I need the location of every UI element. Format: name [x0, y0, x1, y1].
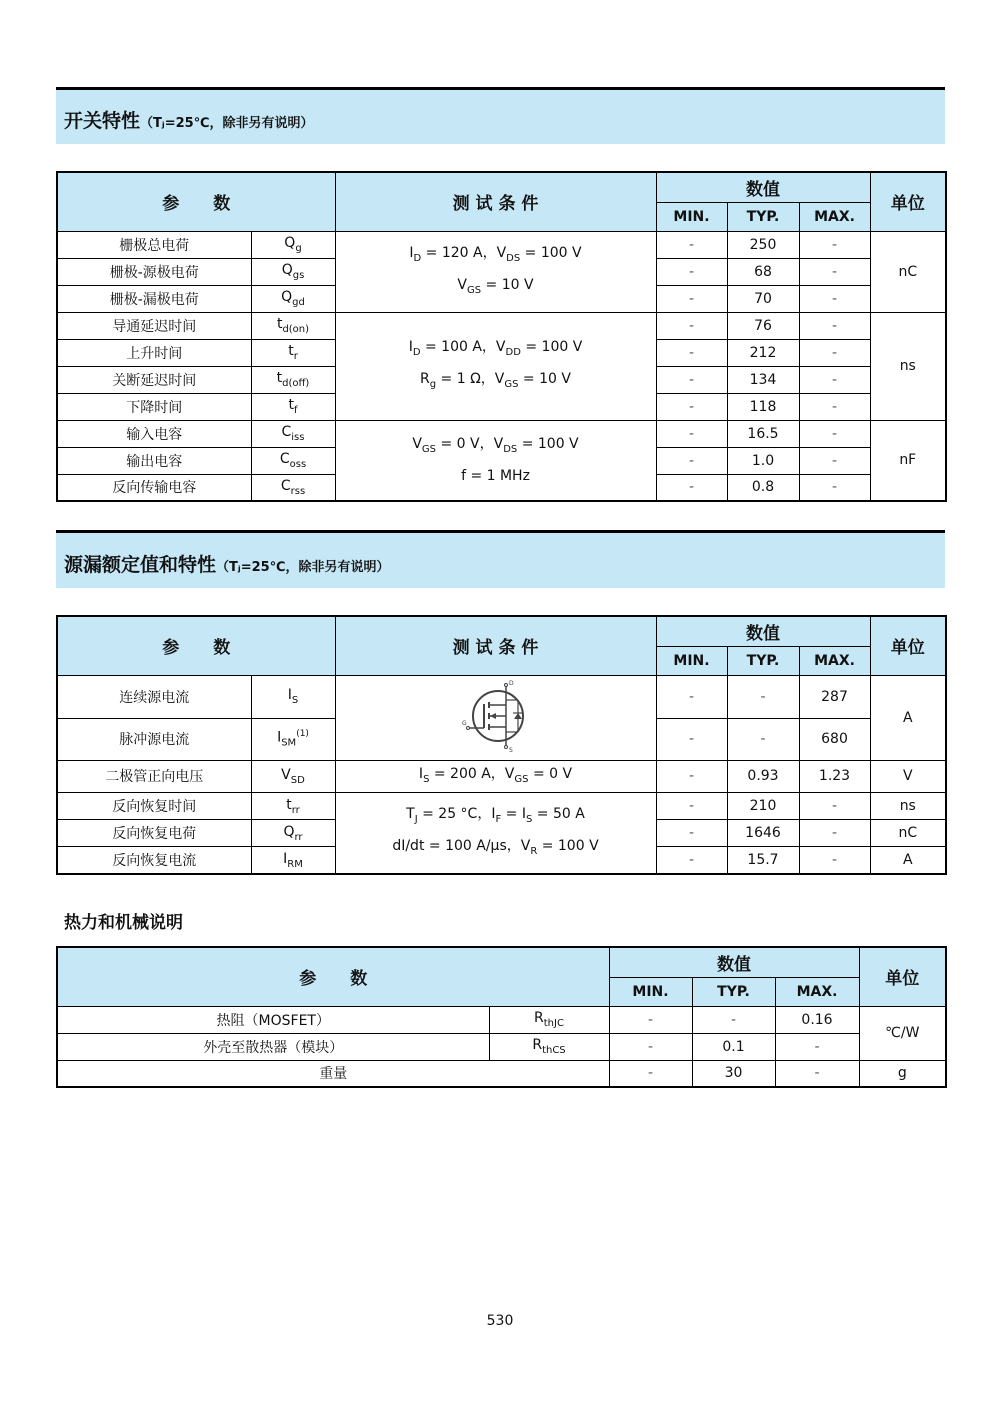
param-symbol: $Q_{gd}$	[251, 285, 335, 312]
value-max: 0.16	[775, 1006, 859, 1033]
value-max: -	[799, 474, 870, 501]
value-min: -	[609, 1006, 692, 1033]
header-param: 参 数	[57, 172, 335, 231]
param-symbol: $C_{oss}$	[251, 447, 335, 474]
param-name: 导通延迟时间	[57, 312, 251, 339]
table-row	[57, 312, 946, 339]
value-min: -	[656, 447, 727, 474]
header-typ: TYP.	[727, 646, 799, 675]
test-condition: $T_J = 25$ °C，$I_F = I_S = 50$ A dI/dt = 100 A/μs，$V_R = 100$ V	[335, 793, 656, 874]
mosfet-symbol-cell	[335, 675, 656, 760]
header-unit: 单位	[870, 616, 946, 675]
value-max: -	[799, 258, 870, 285]
table-row	[57, 1060, 946, 1087]
header-cond: 测 试 条 件	[335, 172, 656, 231]
param-name: 栅极总电荷	[57, 231, 251, 258]
param-symbol: $R_{thCS}$	[489, 1033, 609, 1060]
value-min: -	[656, 474, 727, 501]
value-typ: 15.7	[727, 847, 799, 874]
param-symbol: $I_{SM}^{(1)}$	[251, 718, 335, 760]
param-symbol: $t_r$	[251, 339, 335, 366]
table-row	[57, 1006, 946, 1033]
header-min: MIN.	[609, 977, 692, 1006]
svg-text:S: S	[508, 746, 513, 754]
value-min: -	[656, 820, 727, 847]
unit: A	[870, 847, 946, 874]
param-name: 反向恢复电荷	[57, 820, 251, 847]
unit: ns	[870, 793, 946, 820]
param-name: 输出电容	[57, 447, 251, 474]
param-name: 栅极-漏极电荷	[57, 285, 251, 312]
param-symbol: $Q_{gs}$	[251, 258, 335, 285]
value-max: -	[799, 312, 870, 339]
value-typ: 0.1	[692, 1033, 775, 1060]
section-title: 开关特性	[64, 110, 141, 132]
param-symbol: $V_{SD}$	[251, 760, 335, 793]
param-symbol: $t_f$	[251, 393, 335, 420]
section-subtitle: （Tⱼ=25℃，除非另有说明）	[140, 116, 314, 131]
value-typ: -	[692, 1006, 775, 1033]
value-min: -	[656, 393, 727, 420]
value-max: -	[799, 285, 870, 312]
header-max: MAX.	[799, 202, 870, 231]
value-min: -	[656, 339, 727, 366]
switching-table	[56, 171, 947, 502]
value-max: 1.23	[799, 760, 870, 793]
header-typ: TYP.	[692, 977, 775, 1006]
section-subtitle: （Tⱼ=25℃，除非另有说明）	[216, 560, 390, 575]
param-name: 上升时间	[57, 339, 251, 366]
value-max: -	[799, 420, 870, 447]
header-values: 数值	[609, 947, 859, 977]
param-name: 热阻（MOSFET）	[57, 1006, 489, 1033]
header-values: 数值	[656, 172, 870, 202]
value-typ: 212	[727, 339, 799, 366]
value-max: -	[799, 847, 870, 874]
value-min: -	[656, 675, 727, 718]
header-param: 参 数	[57, 947, 609, 1006]
param-symbol: $t_{rr}$	[251, 793, 335, 820]
test-condition: $I_D = 120$ A，$V_{DS} = 100$ V $V_{GS} = 10$ V	[335, 231, 656, 312]
value-max: -	[775, 1060, 859, 1087]
unit: ns	[870, 312, 946, 420]
param-name: 关断延迟时间	[57, 366, 251, 393]
unit: g	[859, 1060, 946, 1087]
test-condition: $I_D = 100$ A，$V_{DD} = 100$ V $R_g = 1$ Ω，$V_{GS} = 10$ V	[335, 312, 656, 420]
unit: nC	[870, 231, 946, 312]
table-row	[57, 420, 946, 447]
unit: nC	[870, 820, 946, 847]
param-name: 反向传输电容	[57, 474, 251, 501]
value-typ: 1.0	[727, 447, 799, 474]
value-min: -	[656, 847, 727, 874]
mosfet-symbol-icon	[456, 676, 536, 756]
header-max: MAX.	[775, 977, 859, 1006]
value-typ: 70	[727, 285, 799, 312]
value-max: -	[799, 231, 870, 258]
value-typ: 250	[727, 231, 799, 258]
value-max: -	[799, 393, 870, 420]
value-max: -	[799, 366, 870, 393]
param-name: 外壳至散热器（模块）	[57, 1033, 489, 1060]
param-symbol: $Q_{rr}$	[251, 820, 335, 847]
param-name: 栅极-源极电荷	[57, 258, 251, 285]
test-condition: $I_S = 200$ A，$V_{GS} = 0$ V	[335, 760, 656, 793]
value-typ: 30	[692, 1060, 775, 1087]
param-symbol: $C_{rss}$	[251, 474, 335, 501]
param-name: 连续源电流	[57, 675, 251, 718]
value-typ: 76	[727, 312, 799, 339]
header-typ: TYP.	[727, 202, 799, 231]
value-typ: 16.5	[727, 420, 799, 447]
unit: ℃/W	[859, 1006, 946, 1060]
value-max: 287	[799, 675, 870, 718]
value-typ: 0.93	[727, 760, 799, 793]
value-typ: -	[727, 675, 799, 718]
value-max: -	[775, 1033, 859, 1060]
value-min: -	[656, 312, 727, 339]
sourcedrain-table	[56, 615, 947, 875]
value-max: -	[799, 447, 870, 474]
param-name: 重量	[57, 1060, 609, 1087]
header-max: MAX.	[799, 646, 870, 675]
value-max: -	[799, 339, 870, 366]
section-title-thermal: 热力和机械说明	[64, 913, 183, 933]
unit: nF	[870, 420, 946, 501]
value-typ: 1646	[727, 820, 799, 847]
param-symbol: $I_{RM}$	[251, 847, 335, 874]
param-name: 反向恢复电流	[57, 847, 251, 874]
value-typ: 118	[727, 393, 799, 420]
value-typ: 134	[727, 366, 799, 393]
value-min: -	[656, 366, 727, 393]
header-min: MIN.	[656, 646, 727, 675]
section-header-sourcedrain	[56, 530, 945, 588]
table-row	[57, 793, 946, 820]
value-typ: 68	[727, 258, 799, 285]
value-min: -	[656, 718, 727, 760]
header-param: 参 数	[57, 616, 335, 675]
test-condition: $V_{GS} = 0$ V，$V_{DS} = 100$ V f = 1 MHz	[335, 420, 656, 501]
page-number: 530	[486, 1313, 514, 1329]
unit: V	[870, 760, 946, 793]
value-min: -	[656, 420, 727, 447]
section-title: 源漏额定值和特性	[64, 554, 217, 576]
param-name: 下降时间	[57, 393, 251, 420]
param-name: 二极管正向电压	[57, 760, 251, 793]
header-values: 数值	[656, 616, 870, 646]
param-symbol: $Q_g$	[251, 231, 335, 258]
param-symbol: $R_{thJC}$	[489, 1006, 609, 1033]
value-typ: -	[727, 718, 799, 760]
param-symbol: $t_{d(on)}$	[251, 312, 335, 339]
param-name: 输入电容	[57, 420, 251, 447]
header-unit: 单位	[859, 947, 946, 1006]
value-typ: 0.8	[727, 474, 799, 501]
param-symbol: $C_{iss}$	[251, 420, 335, 447]
param-symbol: $I_S$	[251, 675, 335, 718]
svg-text:G: G	[461, 719, 467, 727]
value-typ: 210	[727, 793, 799, 820]
value-max: -	[799, 820, 870, 847]
header-unit: 单位	[870, 172, 946, 231]
table-row	[57, 760, 946, 793]
value-max: 680	[799, 718, 870, 760]
value-min: -	[656, 285, 727, 312]
value-max: -	[799, 793, 870, 820]
section-header-switching	[56, 87, 945, 144]
table-row	[57, 1033, 946, 1060]
table-row	[57, 231, 946, 258]
value-min: -	[656, 760, 727, 793]
unit: A	[870, 675, 946, 760]
value-min: -	[656, 258, 727, 285]
param-symbol: $t_{d(off)}$	[251, 366, 335, 393]
value-min: -	[656, 793, 727, 820]
table-row	[57, 675, 946, 718]
svg-text:D: D	[508, 679, 514, 687]
value-min: -	[609, 1060, 692, 1087]
value-min: -	[609, 1033, 692, 1060]
thermal-table	[56, 946, 947, 1088]
value-min: -	[656, 231, 727, 258]
header-min: MIN.	[656, 202, 727, 231]
param-name: 反向恢复时间	[57, 793, 251, 820]
header-cond: 测 试 条 件	[335, 616, 656, 675]
param-name: 脉冲源电流	[57, 718, 251, 760]
